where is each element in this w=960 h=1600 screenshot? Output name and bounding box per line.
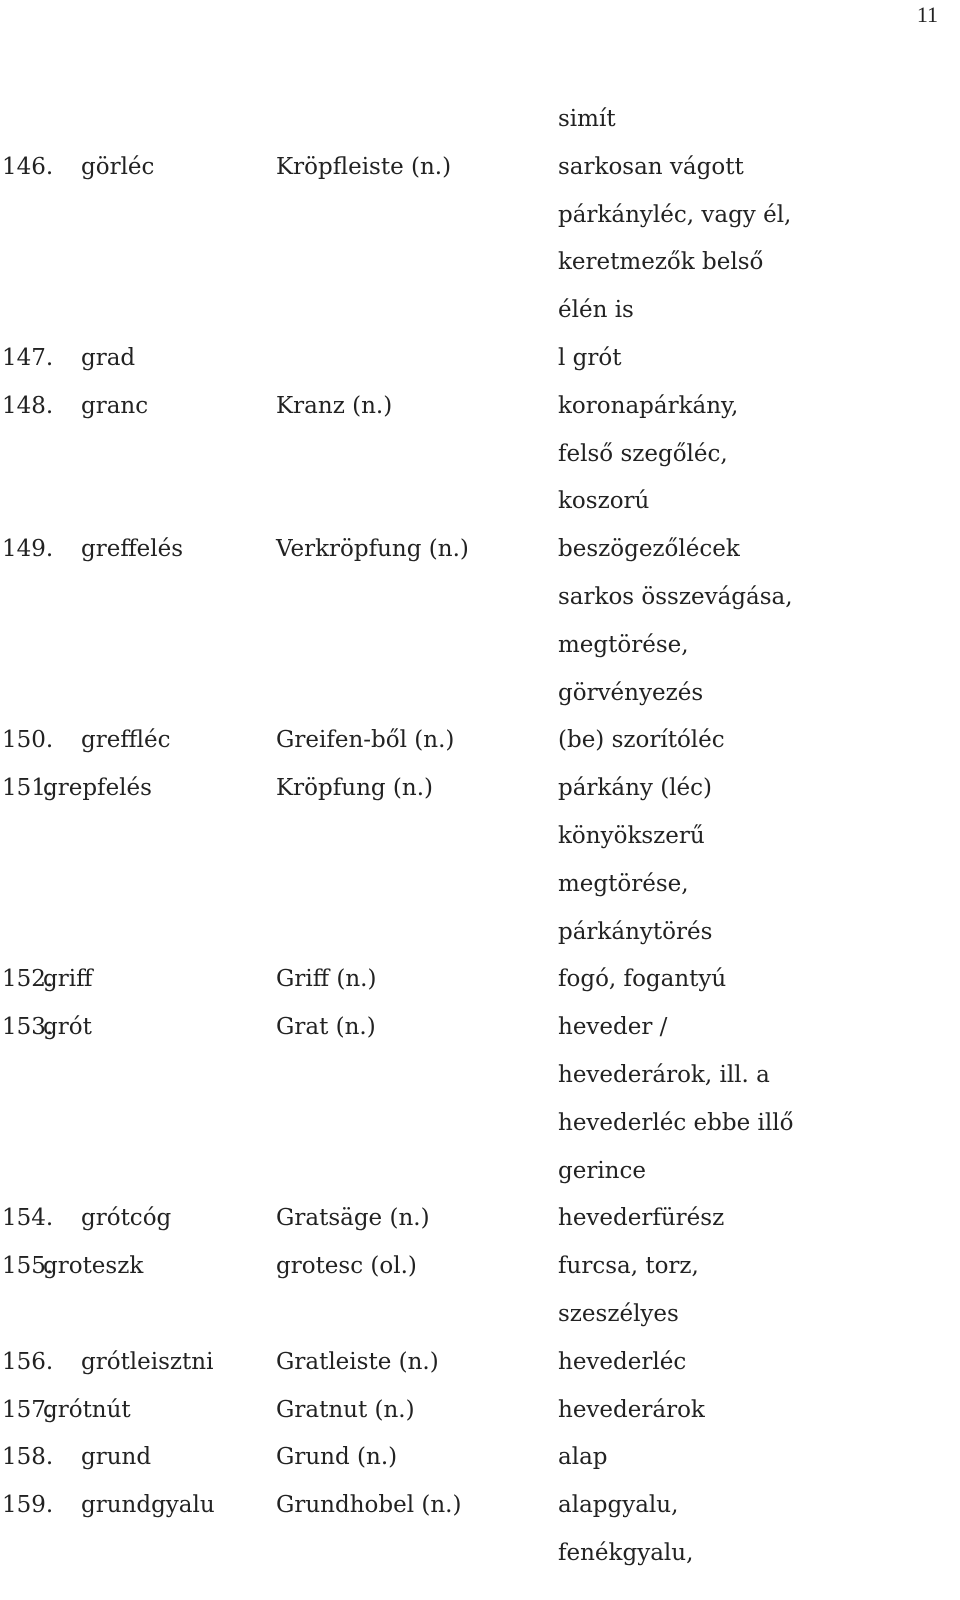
glossary-line xyxy=(0,1151,960,1199)
entry-german: Greifen-ből (n.) xyxy=(276,727,455,754)
entry-number: 155. xyxy=(2,1253,54,1280)
glossary-line xyxy=(0,864,960,912)
entry-meaning: heveder / xyxy=(558,1014,668,1041)
entry-german: grotesc (ol.) xyxy=(276,1253,417,1280)
entry-meaning: gerince xyxy=(558,1157,646,1184)
entry-german: Kröpfung (n.) xyxy=(276,775,433,802)
entry-term: granc xyxy=(81,392,149,419)
entry-meaning: párkánytörés xyxy=(558,918,713,945)
entry-term: grundgyalu xyxy=(81,1492,215,1519)
entry-german: Gratsäge (n.) xyxy=(276,1205,430,1232)
glossary-line xyxy=(0,1198,960,1246)
glossary-line xyxy=(0,673,960,721)
glossary-line xyxy=(0,1294,960,1342)
entry-number: 153. xyxy=(2,1014,54,1041)
entry-meaning: megtörése, xyxy=(558,631,689,658)
entry-number: 149. xyxy=(2,536,54,563)
entry-german: Griff (n.) xyxy=(276,966,377,993)
entry-term: groteszk xyxy=(43,1253,144,1280)
entry-number: 159. xyxy=(2,1492,54,1519)
entry-german: Kranz (n.) xyxy=(276,392,393,419)
entry-number: 152. xyxy=(2,966,54,993)
entry-meaning: l grót xyxy=(558,344,622,371)
entry-meaning: simít xyxy=(558,106,616,132)
glossary-line xyxy=(0,147,960,195)
entry-meaning: keretmezők belső xyxy=(558,249,764,276)
glossary-line xyxy=(0,1390,960,1438)
glossary-line xyxy=(0,912,960,960)
entry-number: 158. xyxy=(2,1444,54,1471)
entry-term: grótleisztni xyxy=(81,1348,214,1375)
glossary-line xyxy=(0,1437,960,1485)
entry-meaning: sarkos összevágása, xyxy=(558,583,793,610)
entry-meaning: alapgyalu, xyxy=(558,1492,679,1519)
entry-number: 146. xyxy=(2,153,54,180)
entry-term: grótnút xyxy=(43,1396,131,1423)
entry-meaning: hevederfürész xyxy=(558,1205,725,1232)
page-number: 11 xyxy=(916,2,938,27)
entry-meaning: könyökszerű xyxy=(558,822,705,849)
glossary-line xyxy=(0,386,960,434)
glossary-line xyxy=(0,1342,960,1390)
entry-meaning: fenékgyalu, xyxy=(558,1539,694,1566)
entry-term: grund xyxy=(81,1444,152,1471)
glossary-line xyxy=(0,1055,960,1103)
glossary-line xyxy=(0,625,960,673)
entry-meaning: párkányléc, vagy él, xyxy=(558,201,792,228)
entry-german: Grat (n.) xyxy=(276,1014,376,1041)
entry-german: Verkröpfung (n.) xyxy=(276,536,469,563)
entry-meaning: hevederárok, ill. a xyxy=(558,1061,770,1088)
glossary-line xyxy=(0,529,960,577)
entry-german: Grund (n.) xyxy=(276,1444,398,1471)
glossary-line xyxy=(0,1246,960,1294)
entry-meaning: párkány (léc) xyxy=(558,775,712,802)
entry-term: grad xyxy=(81,344,136,371)
glossary-line xyxy=(0,1007,960,1055)
entry-meaning: felső szegőléc, xyxy=(558,440,728,467)
entry-meaning: hevederárok xyxy=(558,1396,705,1423)
entry-german: Grundhobel (n.) xyxy=(276,1492,462,1519)
glossary-line xyxy=(0,768,960,816)
entry-meaning: megtörése, xyxy=(558,870,689,897)
entry-term: grepfelés xyxy=(43,775,152,802)
entry-meaning: fogó, fogantyú xyxy=(558,966,727,993)
entry-meaning: görvényezés xyxy=(558,679,704,706)
glossary-line xyxy=(0,816,960,864)
glossary-line xyxy=(0,338,960,386)
glossary-line xyxy=(0,99,960,147)
glossary-line xyxy=(0,195,960,243)
glossary-line xyxy=(0,242,960,290)
entry-term: grót xyxy=(43,1014,92,1041)
entry-number: 148. xyxy=(2,392,54,419)
glossary-line xyxy=(0,1533,960,1581)
entry-meaning: alap xyxy=(558,1444,608,1471)
entry-meaning: szeszélyes xyxy=(558,1300,679,1327)
entry-term: greffelés xyxy=(81,536,184,563)
entry-term: görléc xyxy=(81,153,155,180)
entry-number: 147. xyxy=(2,344,54,371)
entry-term: greffléc xyxy=(81,727,171,754)
glossary-line xyxy=(0,959,960,1007)
glossary-line xyxy=(0,290,960,338)
entry-meaning: (be) szorítóléc xyxy=(558,727,725,754)
entry-meaning: furcsa, torz, xyxy=(558,1253,699,1280)
entry-meaning: koronapárkány, xyxy=(558,392,739,419)
entry-number: 156. xyxy=(2,1348,54,1375)
glossary-line xyxy=(0,1485,960,1533)
entry-german: Gratnut (n.) xyxy=(276,1396,415,1423)
glossary-line xyxy=(0,577,960,625)
entry-number: 151. xyxy=(2,775,54,802)
entry-number: 157. xyxy=(2,1396,54,1423)
entry-number: 154. xyxy=(2,1205,54,1232)
entry-number: 150. xyxy=(2,727,54,754)
glossary-line xyxy=(0,720,960,768)
entry-meaning: koszorú xyxy=(558,488,650,515)
entry-meaning: élén is xyxy=(558,297,634,324)
entry-meaning: hevederléc ebbe illő xyxy=(558,1109,794,1136)
entry-term: griff xyxy=(43,966,93,993)
entry-meaning: hevederléc xyxy=(558,1348,687,1375)
glossary-line xyxy=(0,1103,960,1151)
glossary-line xyxy=(0,434,960,482)
entry-term: grótcóg xyxy=(81,1205,172,1232)
entry-german: Gratleiste (n.) xyxy=(276,1348,439,1375)
entry-meaning: beszögezőlécek xyxy=(558,536,740,563)
glossary-line xyxy=(0,481,960,529)
entry-meaning: sarkosan vágott xyxy=(558,153,744,180)
entry-german: Kröpfleiste (n.) xyxy=(276,153,452,180)
glossary-entries xyxy=(0,99,960,1581)
